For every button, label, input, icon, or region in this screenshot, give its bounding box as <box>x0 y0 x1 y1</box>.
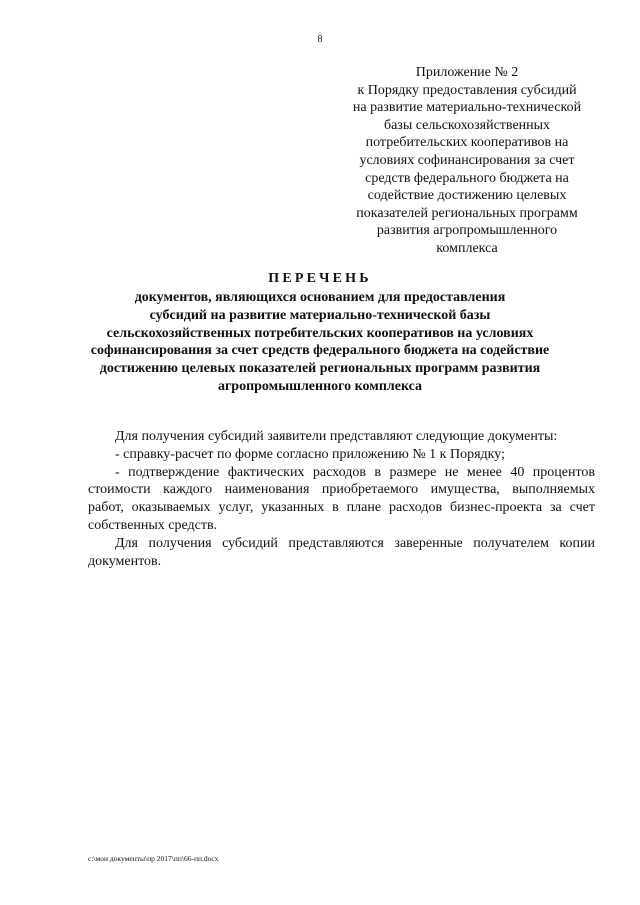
footer-file-path: c:\мои документы\пр 2017\пп\66-пп.docx <box>88 854 219 863</box>
appendix-line: содействие достижению целевых <box>367 188 567 204</box>
body-item-expenses-continued: стоимости каждого наименования приобретаемого имущества, выполняемых <box>88 482 595 498</box>
appendix-line: к Порядку предоставления субсидий <box>357 82 577 98</box>
body-closing: Для получения субсидий представляются заверенные получателем копии <box>115 535 595 551</box>
appendix-line: развития агропромышленного <box>376 223 558 239</box>
body-item-expenses-continued: работ, оказываемых услуг, указанных в плане расходов бизнес-проекта за счет <box>88 500 595 516</box>
body-closing-continued: документов. <box>88 553 162 569</box>
appendix-header <box>326 64 608 258</box>
appendix-line: комплекса <box>436 240 498 256</box>
appendix-line: условиях софинансирования за счет <box>359 152 575 168</box>
body-intro: Для получения субсидий заявители представляют следующие документы: <box>115 429 558 444</box>
appendix-line: на развитие материально-технической <box>352 100 582 116</box>
appendix-title: Приложение № 2 <box>415 65 519 80</box>
subtitle-line: агропромышленного комплекса <box>217 378 423 394</box>
document-title: ПЕРЕЧЕНЬ <box>268 271 372 286</box>
document-body <box>88 428 595 570</box>
document-subtitle <box>60 289 580 396</box>
body-item-certificate: - справку-расчет по форме согласно приложению № 1 к Порядку; <box>115 446 505 462</box>
subtitle-line: софинансирования за счет средств федерального бюджета на содействие <box>90 343 550 359</box>
subtitle-line: сельскохозяйственных потребительских кооперативов на условиях <box>106 325 534 341</box>
body-item-expenses: - подтверждение фактических расходов в размере не менее 40 процентов <box>115 464 595 480</box>
appendix-line: базы сельскохозяйственных <box>383 117 551 133</box>
page-number: 8 <box>317 34 323 45</box>
body-item-expenses-continued: собственных средств. <box>88 517 218 533</box>
subtitle-line: достижению целевых показателей региональных программ развития <box>99 361 541 377</box>
appendix-line: показателей региональных программ <box>356 205 578 221</box>
subtitle-line: субсидий на развитие материально-технической базы <box>149 307 491 323</box>
appendix-line: потребительских кооперативов на <box>365 135 569 151</box>
subtitle-line: документов, являющихся основанием для предоставления <box>134 290 506 305</box>
appendix-line: средств федерального бюджета на <box>365 170 569 186</box>
